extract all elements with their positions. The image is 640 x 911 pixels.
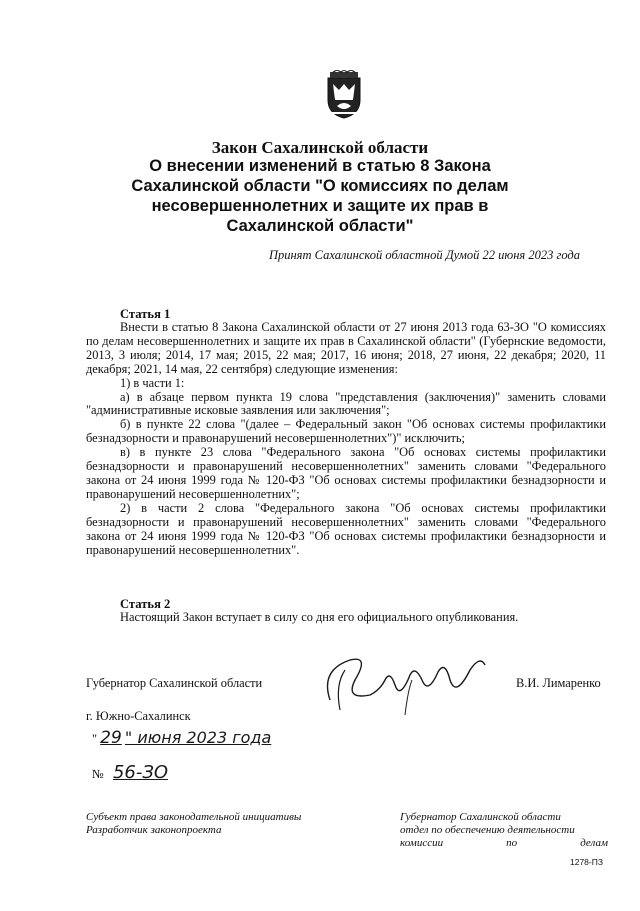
article-2-body [86,611,606,625]
date-day: 29 [100,728,122,748]
footer-initiative-subject: Субъект права законодательной инициативы [86,811,302,823]
footer-right [400,811,608,850]
governor-title: Губернатор Сахалинской области [86,676,263,690]
date-quote-open: " [92,732,98,746]
article-1-body [86,321,606,557]
article-1-intro: Внести в статью 8 Закона Сахалинской области от 27 июня 2013 года 63-ЗО "О комиссиях по делам несовершеннолетних и защите их прав в Сахалинской области" (Губернские ведомости, 2013, 3 июля; 2014, 17 мая; 2015, 22 мая; 2017, 16 июня; 2018, 27 июня, 22 декабря; 2020, 11 декабря; 2021, 14 мая, 22 сентября) следующие изменения: [86,320,606,376]
article-1-item-2: 2) в части 2 слова "Федерального закона "Об основах системы профилактики безнадзорности и правонарушений несовершеннолетних" заменить словами "Федерального закона от 24 июня 1999 года № 120-ФЗ "Об основах системы профилактики безнадзорности и правонарушений несовершеннолетних". [86,500,606,557]
subtitle-line: Сахалинской области "О комиссиях по делам [131,177,509,195]
footer-left [86,811,346,837]
governor-name: В.И. Лимаренко [516,676,601,690]
article-1-subitem-a: а) в абзаце первом пункта 19 слова "представления (заключения)" заменить словами "административные исковые заявления или заключения"; [86,389,606,418]
law-number: 56-ЗО [112,762,169,783]
city: г. Южно-Сахалинск [86,709,191,723]
subtitle-line: Сахалинской области" [226,217,414,235]
article-1-subitem-v: в) в пункте 23 слова "Федерального закона "Об основах системы профилактики безнадзорности и правонарушений несовершеннолетних" заменить словами "Федерального закона от 24 июня 1999 года № 120-ФЗ "Об основах системы профилактики безнадзорности и правонарушений несовершеннолетних"; [86,445,606,501]
footer-department: отдел по обеспечению деятельности [400,824,575,836]
handwritten-signature [310,650,500,720]
number-sign: № [92,767,104,781]
footer-governor: Губернатор Сахалинской области [400,811,561,823]
subtitle-line: несовершеннолетних и защите их прав в [151,197,489,215]
article-2-text: Настоящий Закон вступает в силу со дня его официального опубликования. [120,610,519,624]
signing-date [92,728,271,748]
footer-developer: Разработчик законопроекта [86,824,222,836]
article-2-heading: Статья 2 [120,597,171,611]
law-subtitle [60,156,580,236]
date-month-year: " июня 2023 года [124,728,272,747]
article-1-heading: Статья 1 [120,307,171,321]
subtitle-line: О внесении изменений в статью 8 Закона [149,157,491,175]
law-number-line [92,762,168,783]
article-1-item-1: 1) в части 1: [120,375,185,390]
article-1-subitem-b: б) в пункте 22 слова "(далее – Федеральный закон "Об основах системы профилактики безнадзорности и правонарушений несовершеннолетних")" исключить; [86,417,606,446]
coat-of-arms-icon [325,70,363,120]
adoption-note: Принят Сахалинской областной Думой 22 июня 2023 года [268,248,580,262]
footer-commission: комиссии по делам [400,837,608,849]
document-code: 1278-ПЗ [570,857,603,867]
law-title: Закон Сахалинской области [211,138,429,157]
